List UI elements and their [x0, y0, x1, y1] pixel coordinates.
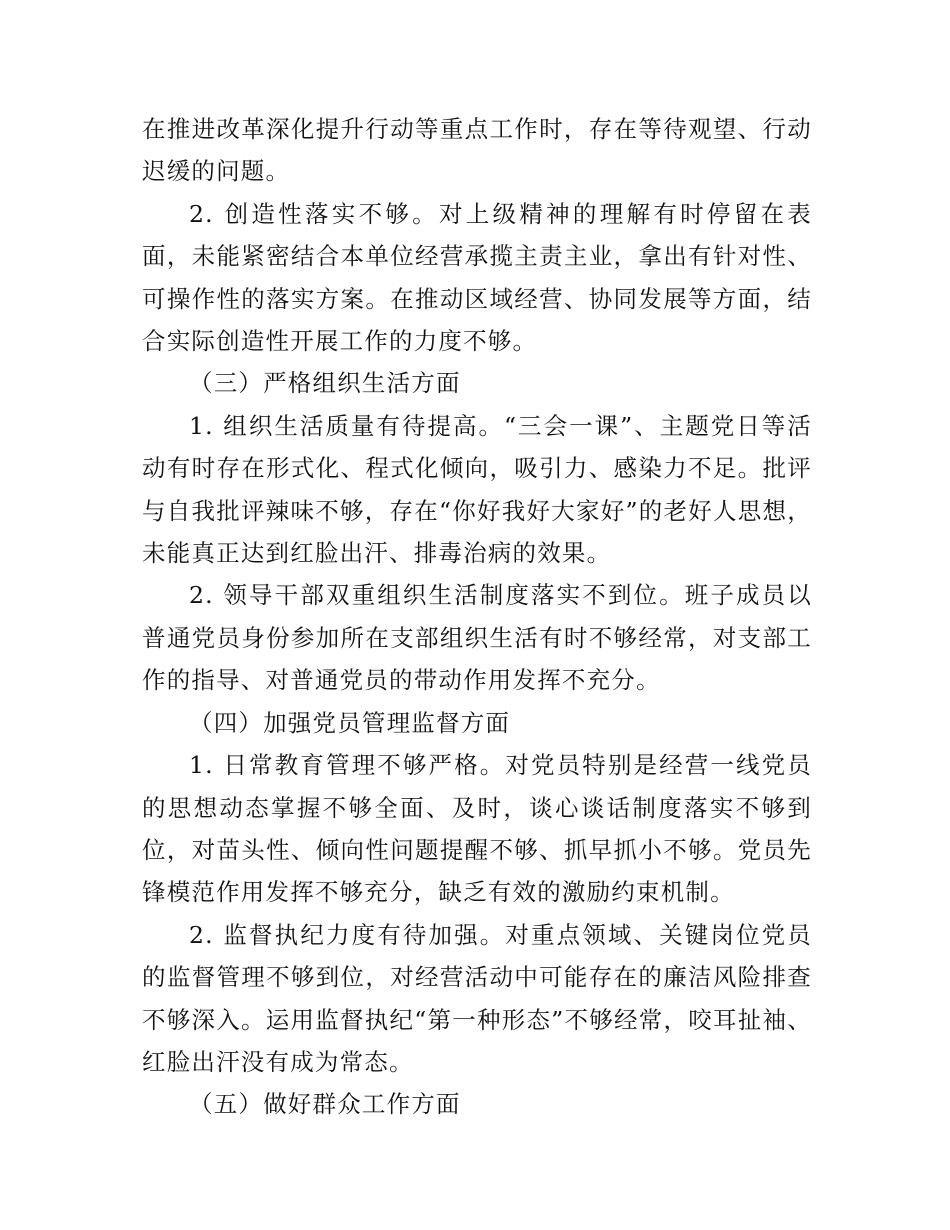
- paragraph-item: 2. 监督执纪力度有待加强。对重点领域、关键岗位党员的监督管理不够到位，对经营活动中可能存在的廉洁风险排查不够深入。运用监督执纪“第一种形态”不够经常，咬耳扯袖、红脸出汗没有成为常态。: [142, 920, 812, 1076]
- section-heading: （五）做好群众工作方面: [189, 1090, 461, 1119]
- paragraph-item: 1. 组织生活质量有待提高。“三会一课”、主题党日等活动有时存在形式化、程式化倾向，吸引力、感染力不足。批评与自我批评辣味不够，存在“你好我好大家好”的老好人思想，未能真正达到红脸出汗、排毒治病的效果。: [142, 411, 812, 568]
- paragraph-item: 1. 日常教育管理不够严格。对党员特别是经营一线党员的思想动态掌握不够全面、及时，谈心谈话制度落实不够到位，对苗头性、倾向性问题提醒不够、抓早抓小不够。党员先锋模范作用发挥不够充分，缺乏有效的激励约束机制。: [142, 751, 812, 907]
- paragraph-item: 2. 创造性落实不够。对上级精神的理解有时停留在表面，未能紧密结合本单位经营承揽主责主业，拿出有针对性、可操作性的落实方案。在推动区域经营、协同发展等方面，结合实际创造性开展工作的力度不够。: [142, 199, 812, 356]
- paragraph-item: 2. 领导干部双重组织生活制度落实不到位。班子成员以普通党员身份参加所在支部组织生活有时不够经常，对支部工作的指导、对普通党员的带动作用发挥不充分。: [142, 581, 812, 695]
- section-heading: （四）加强党员管理监督方面: [189, 708, 511, 737]
- document-body: [142, 108, 812, 1126]
- section-heading: （三）严格组织生活方面: [189, 369, 461, 398]
- paragraph-continuation: 在推进改革深化提升行动等重点工作时，存在等待观望、行动迟缓的问题。: [142, 115, 812, 186]
